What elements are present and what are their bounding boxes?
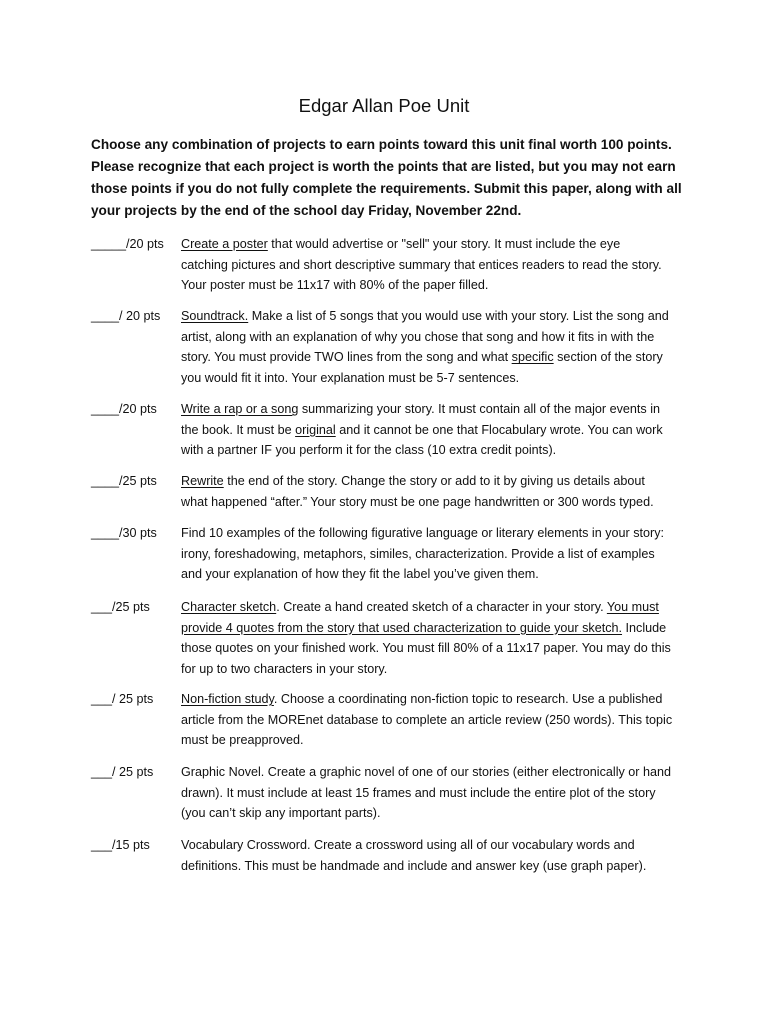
- description-line: [181, 492, 701, 513]
- description-line: [181, 255, 701, 276]
- project-description: [181, 689, 701, 751]
- description-line: [181, 689, 701, 710]
- description-line: [181, 440, 701, 461]
- text-segment: for up to two characters in your story.: [181, 662, 388, 677]
- description-line: [181, 368, 701, 389]
- description-line: [181, 856, 701, 877]
- underlined-text: Soundtrack.: [181, 309, 249, 323]
- text-segment: Your poster must be 11x17 with 80% of the paper filled.: [181, 278, 489, 293]
- text-segment: with a partner IF you perform it for the class (10 extra credit points).: [181, 443, 557, 458]
- description-line: [181, 710, 701, 731]
- description-line: [181, 783, 701, 804]
- text-segment: . Choose a coordinating non-fiction topic to research. Use a published: [273, 692, 663, 706]
- project-description: [181, 471, 701, 512]
- underlined-text: specific: [511, 350, 554, 365]
- text-segment: must be preapproved.: [181, 733, 304, 748]
- instructions-line: Choose any combination of projects to earn points toward this unit final worth 100 points.: [91, 137, 672, 152]
- text-segment: Find 10 examples of the following figurative language or literary elements in your story:: [181, 526, 665, 540]
- underlined-text: Character sketch: [181, 600, 277, 614]
- text-segment: Make a list of 5 songs that you would use with your story. List the song and: [248, 309, 669, 323]
- text-segment: Vocabulary Crossword. Create a crossword using all of our vocabulary words and: [181, 838, 635, 852]
- description-line: [181, 835, 701, 856]
- description-line: [181, 659, 701, 680]
- description-line: [181, 420, 701, 441]
- text-segment: those quotes on your finished work. You must fill 80% of a 11x17 paper. You may do this: [181, 641, 671, 656]
- instructions-line: your projects by the end of the school day Friday, November 22nd.: [91, 203, 522, 218]
- underlined-text: Create a poster: [181, 237, 268, 251]
- text-segment: definitions. This must be handmade and include and answer key (use graph paper).: [181, 858, 647, 873]
- underlined-text: Write a rap or a song: [181, 402, 299, 416]
- description-line: [181, 399, 701, 420]
- project-description: [181, 762, 701, 824]
- text-segment: (you can’t skip any important parts).: [181, 806, 381, 821]
- project-points: ____/30 pts: [91, 526, 157, 540]
- underlined-text: Rewrite: [181, 474, 224, 488]
- text-segment: summarizing your story. It must contain all of the major events in: [298, 402, 661, 416]
- project-description: [181, 234, 701, 296]
- text-segment: the book. It must be: [181, 422, 296, 437]
- underlined-text: Non-fiction study: [181, 692, 274, 706]
- project-description: [181, 523, 701, 585]
- project-description: [181, 597, 701, 680]
- text-segment: Graphic Novel. Create a graphic novel of one of our stories (either electronically or hand: [181, 765, 672, 779]
- text-segment: you would fit it into. Your explanation must be 5-7 sentences.: [181, 371, 520, 386]
- description-line: [181, 523, 701, 544]
- description-line: [181, 597, 701, 618]
- underlined-text: original: [295, 422, 336, 437]
- description-line: [181, 234, 701, 255]
- description-line: [181, 275, 701, 296]
- text-segment: and it cannot be one that Flocabulary wrote. You can work: [335, 422, 663, 437]
- text-segment: what happened “after.” Your story must be one page handwritten or 300 words typed.: [181, 494, 654, 509]
- description-line: [181, 564, 701, 585]
- project-points: ____/20 pts: [91, 402, 157, 416]
- project-points: ___/ 25 pts: [91, 765, 154, 779]
- project-points: ____/ 20 pts: [91, 309, 161, 323]
- text-segment: that would advertise or "sell" your story. It must include the eye: [267, 237, 621, 251]
- document-title: Edgar Allan Poe Unit: [298, 95, 470, 116]
- text-segment: story. You must provide TWO lines from the song and what: [181, 350, 512, 365]
- description-line: [181, 327, 701, 348]
- description-line: [181, 618, 701, 639]
- description-line: [181, 638, 701, 659]
- project-points: ___/25 pts: [91, 600, 150, 614]
- instructions-line: those points if you do not fully complete the requirements. Submit this paper, along with all: [91, 181, 682, 196]
- project-points: ____/25 pts: [91, 474, 157, 488]
- description-line: [181, 471, 701, 492]
- description-line: [181, 544, 701, 565]
- description-line: [181, 730, 701, 751]
- project-points: _____/20 pts: [91, 237, 164, 251]
- description-line: [181, 347, 701, 368]
- text-segment: irony, foreshadowing, metaphors, similes, characterization. Provide a list of examples: [181, 546, 655, 561]
- underlined-text: You must: [606, 600, 659, 614]
- project-points: ___/ 25 pts: [91, 692, 154, 706]
- project-points: ___/15 pts: [91, 838, 150, 852]
- underlined-text: provide 4 quotes from the story that used characterization to guide your sketch.: [181, 620, 623, 635]
- text-segment: drawn). It must include at least 15 frames and must include the entire plot of the story: [181, 785, 656, 800]
- text-segment: article from the MOREnet database to complete an article review (250 words). This topic: [181, 712, 673, 727]
- description-line: [181, 803, 701, 824]
- text-segment: . Create a hand created sketch of a character in your story.: [276, 600, 607, 614]
- instructions-paragraph: [91, 134, 681, 222]
- text-segment: artist, along with an explanation of why you chose that song and how it fits in with the: [181, 329, 655, 344]
- text-segment: Include: [622, 620, 667, 635]
- text-segment: and your explanation of how they fit the label you’ve given them.: [181, 567, 539, 582]
- text-segment: section of the story: [553, 350, 663, 365]
- project-description: [181, 306, 701, 389]
- text-segment: the end of the story. Change the story or add to it by giving us details about: [223, 474, 645, 488]
- project-description: [181, 399, 701, 461]
- description-line: [181, 762, 701, 783]
- description-line: [181, 306, 701, 327]
- project-description: [181, 835, 701, 876]
- instructions-line: Please recognize that each project is worth the points that are listed, but you may not earn: [91, 159, 676, 174]
- text-segment: catching pictures and short descriptive summary that entices readers to read the story.: [181, 257, 662, 272]
